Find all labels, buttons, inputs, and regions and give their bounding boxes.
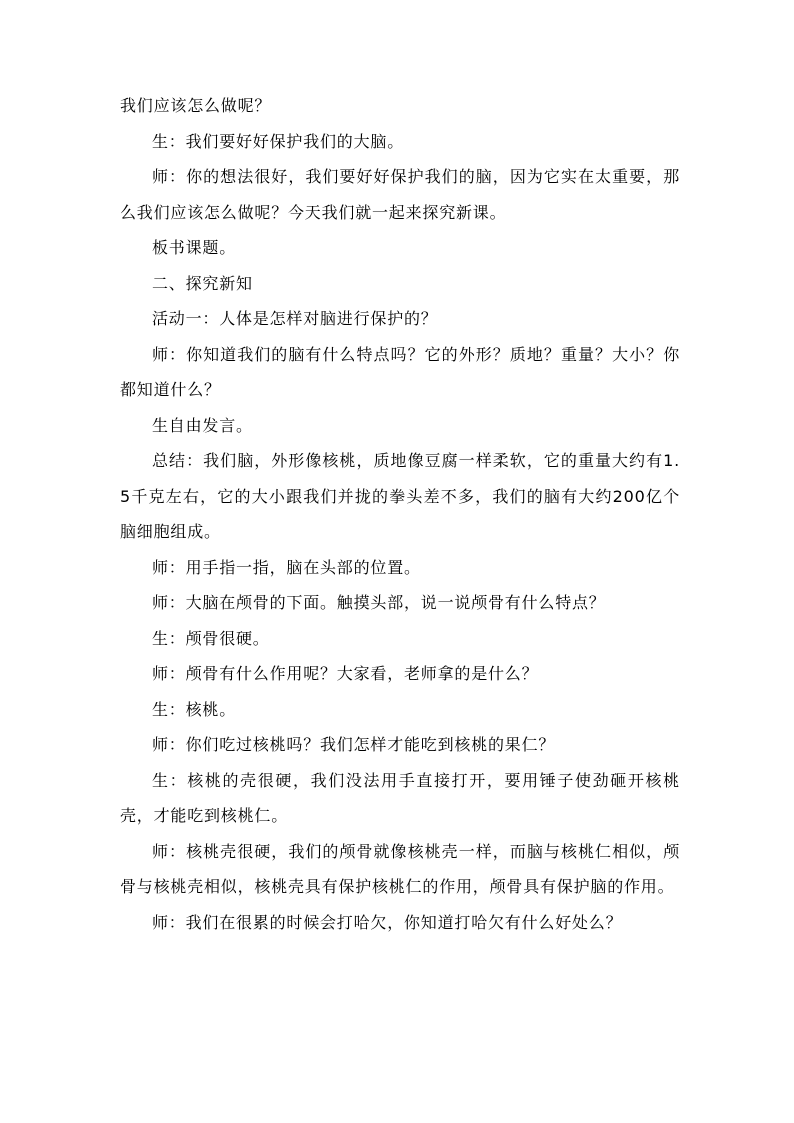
paragraph-16: 生：核桃的壳很硬，我们没法用手直接打开，要用锤子使劲砸开核桃壳，才能吃到核桃仁。 <box>120 770 680 825</box>
paragraph-11: 师：大脑在颅骨的下面。触摸头部，说一说颅骨有什么特点？ <box>152 593 606 612</box>
paragraph-12: 生：颅骨很硬。 <box>152 628 270 648</box>
paragraph-4: 板书课题。 <box>152 238 237 257</box>
paragraph-18: 师：我们在很累的时候会打哈欠，你知道打哈欠有什么好处么？ <box>152 912 623 932</box>
paragraph-3: 师：你的想法很好，我们要好好保护我们的脑，因为它实在太重要，那么我们应该怎么做呢？今天我们就一起来探究新课。 <box>120 167 680 222</box>
paragraph-9: 总结：我们脑，外形像核桃，质地像豆腐一样柔软，它的重量大约有1.5千克左右，它的大小跟我们并拢的拳头差不多，我们的脑有大约200亿个脑细胞组成。 <box>120 451 680 541</box>
paragraph-1: 我们应该怎么做呢？ <box>120 96 272 115</box>
document-body <box>120 88 680 940</box>
section-heading: 二、探究新知 <box>152 273 253 293</box>
paragraph-17: 师：核桃壳很硬，我们的颅骨就像核桃壳一样，而脑与核桃仁相似，颅骨与核桃壳相似，核桃壳具有保护核桃仁的作用，颅骨具有保护脑的作用。 <box>120 841 680 896</box>
paragraph-8: 生自由发言。 <box>152 415 253 435</box>
paragraph-13: 师：颅骨有什么作用呢？大家看，老师拿的是什么？ <box>152 664 539 683</box>
paragraph-15: 师：你们吃过核桃吗？我们怎样才能吃到核桃的果仁？ <box>152 735 556 754</box>
paragraph-14: 生：核桃。 <box>152 699 237 719</box>
paragraph-10: 师：用手指一指，脑在头部的位置。 <box>152 557 421 577</box>
paragraph-7: 师：你知道我们的脑有什么特点吗？它的外形？质地？重量？大小？你都知道什么？ <box>120 344 680 399</box>
paragraph-2: 生：我们要好好保护我们的大脑。 <box>152 131 405 151</box>
activity-heading: 活动一：人体是怎样对脑进行保护的？ <box>152 309 438 328</box>
